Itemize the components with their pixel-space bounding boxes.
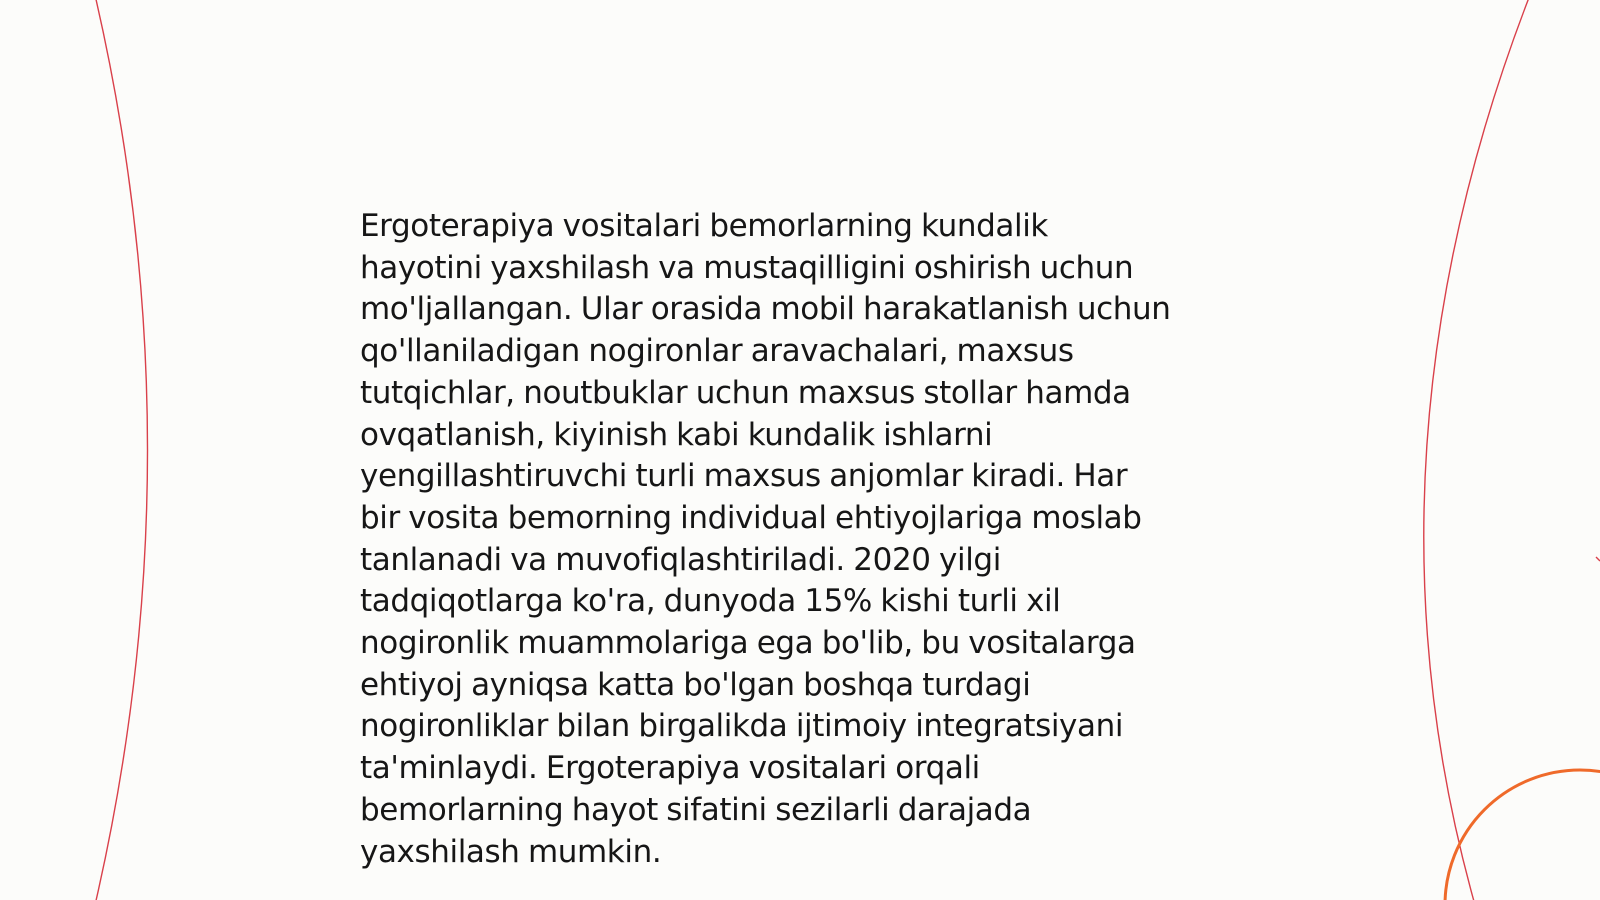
paragraph-line: bir vosita bemorning individual ehtiyojlariga moslab [360,499,1142,536]
paragraph-line: nogironlik muammolariga ega bo'lib, bu vositalarga [360,625,1136,662]
paragraph-line: Ergoterapiya vositalari bemorlarning kundalik [360,208,1048,244]
paragraph-line: bemorlarning hayot sifatini sezilarli darajada [360,791,1032,828]
paragraph-line: qo'llaniladigan nogironlar aravachalari, maxsus [360,333,1074,370]
paragraph-line: hayotini yaxshilash va mustaqilligini oshirish uchun [360,249,1134,286]
paragraph-line: tutqichlar, noutbuklar uchun maxsus stollar hamda [360,374,1131,411]
paragraph-line: tadqiqotlarga ko'ra, dunyoda 15% kishi turli xil [360,583,1061,620]
paragraph-line: ovqatlanish, kiyinish kabi kundalik ishlarni [360,416,993,453]
paragraph-line: tanlanadi va muvofiqlashtiriladi. 2020 yilgi [360,541,1001,578]
body-paragraph [360,206,1260,873]
paragraph-line: ta'minlaydi. Ergoterapiya vositalari orqali [360,750,980,787]
right-curve-line [1424,0,1530,900]
left-curve-line [95,0,148,900]
paragraph-line: ehtiyoj ayniqsa katta bo'lgan boshqa turdagi [360,666,1031,703]
paragraph-line: nogironliklar bilan birgalikda ijtimoiy integratsiyani [360,708,1124,745]
paragraph-line: yengillashtiruvchi turli maxsus anjomlar kiradi. Har [360,458,1128,495]
paragraph-line: yaxshilash mumkin. [360,833,662,870]
paragraph-line: mo'ljallangan. Ular orasida mobil harakatlanish uchun [360,291,1171,328]
edge-tick-mark [1596,557,1600,561]
